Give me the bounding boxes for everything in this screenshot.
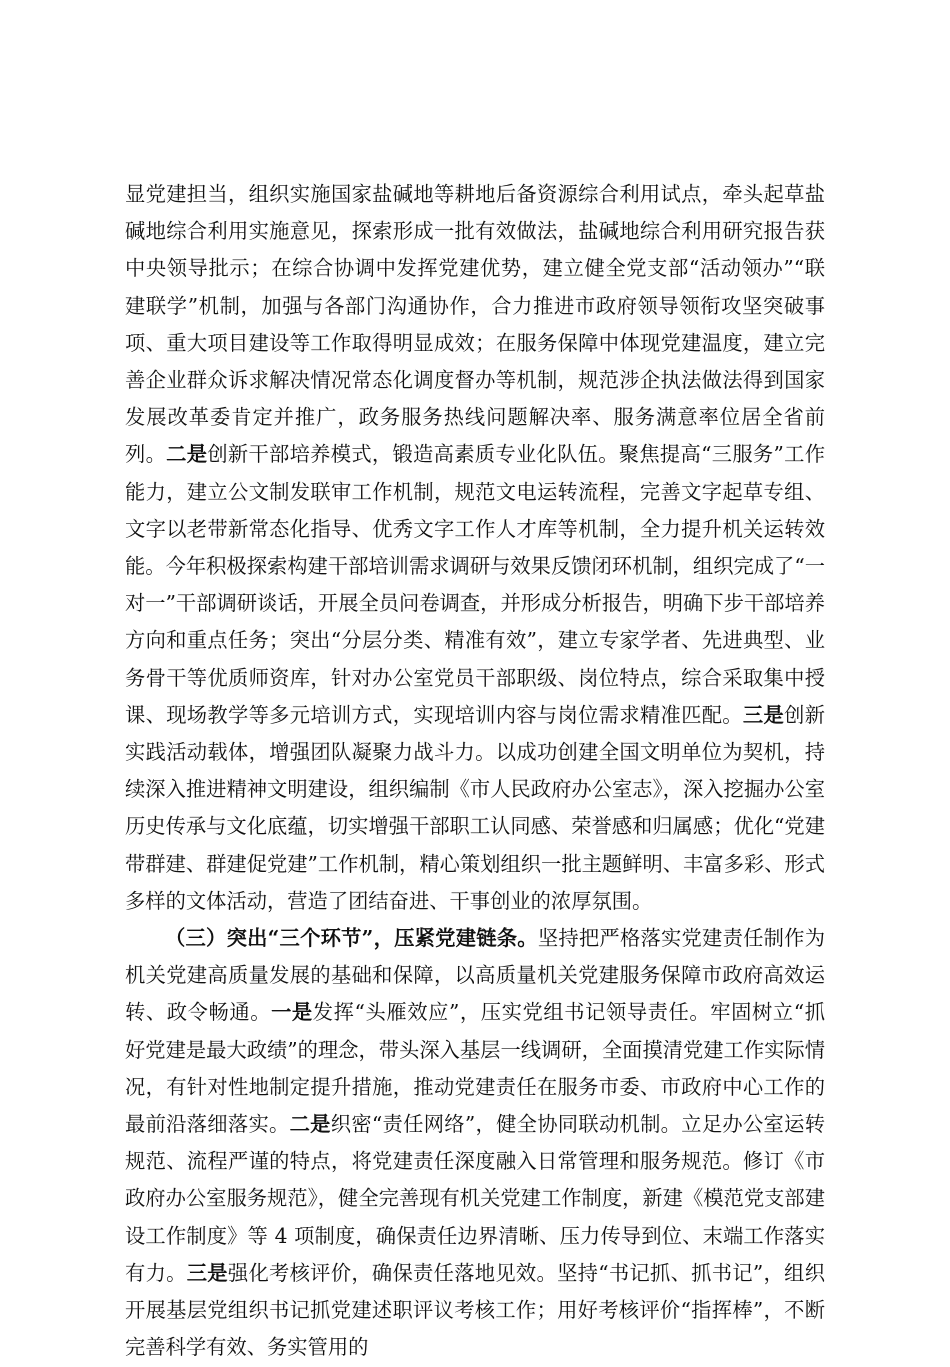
section-three-heading: （三）突出“三个环节”，压紧党建链条。 [165,926,538,951]
point-two-marker: 二是 [166,442,208,467]
section-point-three-marker: 三是 [186,1260,228,1285]
section-three-intro: 坚持把严格落实党建责任制作为机关党建高质量发展的基础和保障，以高质量机关党建服务保障市政府高效运转、政令畅通。 [125,926,825,1025]
section-point-one-text: 发挥“头雁效应”，压实党组书记领导责任。牢固树立“抓好党建是最大政绩”的理念，带头深入基层一线调研，全面摸清党建工作实际情况，有针对性地制定提升措施，推动党建责任在服务市委、市政府中心工作的最前沿落细落实。 [125,1000,825,1137]
section-point-two-marker: 二是 [289,1112,331,1137]
section-point-three-text: 强化考核评价，确保责任落地见效。坚持“书记抓、抓书记”，组织开展基层党组织书记抓党建述职评议考核工作；用好考核评价“指挥棒”，不断完善科学有效、务实管用的 [125,1260,825,1360]
point-three-text: 创新实践活动载体，增强团队凝聚力战斗力。以成功创建全国文明单位为契机，持续深入推进精神文明建设，组织编制《市人民政府办公室志》，深入挖掘办公室历史传承与文化底蕴，切实增强干部职工认同感、荣誉感和归属感；优化“党建带群建、群建促党建”工作机制，精心策划组织一批主题鲜明、丰富多彩、形式多样的文体活动，营造了团结奋进、干事创业的浓厚氛围。 [125,702,825,913]
section-point-two-text: 织密“责任网络”，健全协同联动机制。立足办公室运转规范、流程严谨的特点，将党建责任深度融入日常管理和服务规范。修订《市政府办公室服务规范》，健全完善现有机关党建工作制度，新建《模范党支部建设工作制度》等 4 项制度，确保责任边界清晰、压力传导到位、末端工作落实有力。 [125,1112,825,1285]
paragraph-section-three [125,920,825,1366]
paragraph-continued [125,176,825,920]
point-two-text: 创新干部培养模式，锻造高素质专业化队伍。聚焦提高“三服务”工作能力，建立公文制发联审工作机制，规范文电运转流程，完善文字起草专组、文字以老带新常态化指导、优秀文字工作人才库等机制，全力提升机关运转效能。今年积极探索构建干部培训需求调研与效果反馈闭环机制，组织完成了“一对一”干部调研谈话，开展全员问卷调查，并形成分析报告，明确下步干部培养方向和重点任务；突出“分层分类、精准有效”，建立专家学者、先进典型、业务骨干等优质师资库，针对办公室党员干部职级、岗位特点，综合采取集中授课、现场教学等多元培训方式，实现培训内容与岗位需求精准匹配。 [125,442,825,727]
point-three-marker: 三是 [742,702,785,727]
document-body [125,176,825,1367]
paragraph-1-text: 显党建担当，组织实施国家盐碱地等耕地后备资源综合利用试点，牵头起草盐碱地综合利用实施意见，探索形成一批有效做法，盐碱地综合利用研究报告获中央领导批示；在综合协调中发挥党建优势，建立健全党支部“活动领办”“联建联学”机制，加强与各部门沟通协作，合力推进市政府领导领衔攻坚突破事项、重大项目建设等工作取得明显成效；在服务保障中体现党建温度，建立完善企业群众诉求解决情况常态化调度督办等机制，规范涉企执法做法得到国家发展改革委肯定并推广，政务服务热线问题解决率、服务满意率位居全省前列。 [125,182,825,467]
section-point-one-marker: 一是 [271,1000,313,1025]
